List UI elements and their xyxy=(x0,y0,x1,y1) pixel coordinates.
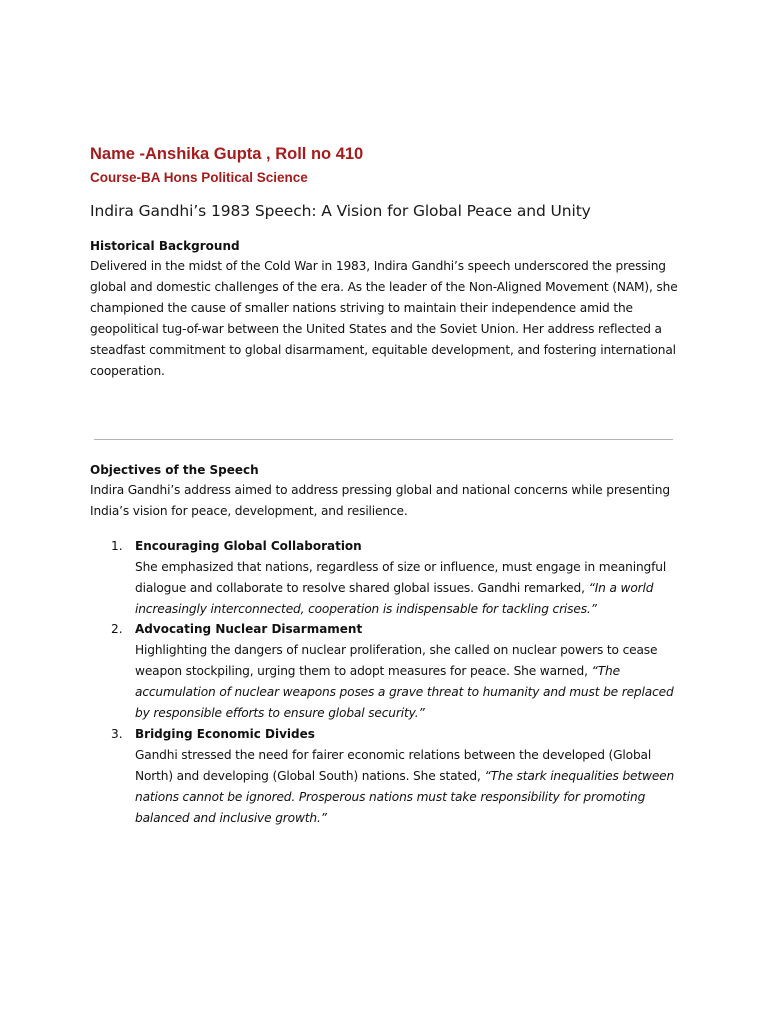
historical-background-heading: Historical Background xyxy=(90,239,240,253)
list-item-body xyxy=(135,557,690,620)
list-item-title: Encouraging Global Collaboration xyxy=(135,538,362,553)
list-item xyxy=(90,619,690,724)
list-item xyxy=(90,724,690,829)
list-item-text: Highlighting the dangers of nuclear proliferation, she called on nuclear powers to cease weapon stockpiling, urging them to adopt measures for peace. She warned, xyxy=(135,643,658,679)
list-item-body xyxy=(135,745,690,829)
list-item-text: She emphasized that nations, regardless of size or influence, must engage in meaningful dialogue and collaborate to resolve shared global issues. Gandhi remarked, xyxy=(135,559,667,595)
objectives-intro: Indira Gandhi’s address aimed to address pressing global and national concerns while presenting India’s vision for peace, development, and resilience. xyxy=(90,483,670,518)
objectives-section xyxy=(90,460,690,829)
horizontal-divider xyxy=(94,439,673,440)
list-item-quote: “In a world increasingly interconnected, cooperation is indispensable for tackling crises.” xyxy=(135,580,654,616)
list-item-quote: “The accumulation of nuclear weapons poses a grave threat to humanity and must be replaced by responsible efforts to ensure global security.” xyxy=(135,664,674,721)
historical-background-body: Delivered in the midst of the Cold War in 1983, Indira Gandhi’s speech underscored the pressing global and domestic challenges of the era. As the leader of the Non-Aligned Movement (NAM), she championed the cause of smaller nations striving to maintain their independence amid the geopolitical tug-of-war between the United States and the Soviet Union. Her address reflected a steadfast commitment to global disarmament, equitable development, and fostering international cooperation. xyxy=(90,259,678,378)
objectives-heading: Objectives of the Speech xyxy=(90,463,259,477)
list-item-quote: “The stark inequalities between nations cannot be ignored. Prosperous nations must take responsibility for promoting balanced and inclusive growth.” xyxy=(135,768,675,825)
list-item-number: 2. xyxy=(111,622,123,637)
list-item-body xyxy=(135,640,690,724)
list-item-text: Gandhi stressed the need for fairer economic relations between the developed (Global North) and developing (Global South) nations. She stated, xyxy=(135,747,652,783)
course-line: Course-BA Hons Political Science xyxy=(90,170,308,185)
student-name-line: Name -Anshika Gupta , Roll no 410 xyxy=(90,145,364,163)
historical-background-section xyxy=(90,236,680,381)
objectives-list xyxy=(90,536,690,829)
document-header-section xyxy=(90,143,680,381)
list-item-title: Bridging Economic Divides xyxy=(135,726,315,741)
list-item xyxy=(90,536,690,620)
list-item-number: 3. xyxy=(111,726,123,741)
document-title: Indira Gandhi’s 1983 Speech: A Vision for Global Peace and Unity xyxy=(90,202,591,220)
list-item-title: Advocating Nuclear Disarmament xyxy=(135,622,363,637)
list-item-number: 1. xyxy=(111,538,123,553)
